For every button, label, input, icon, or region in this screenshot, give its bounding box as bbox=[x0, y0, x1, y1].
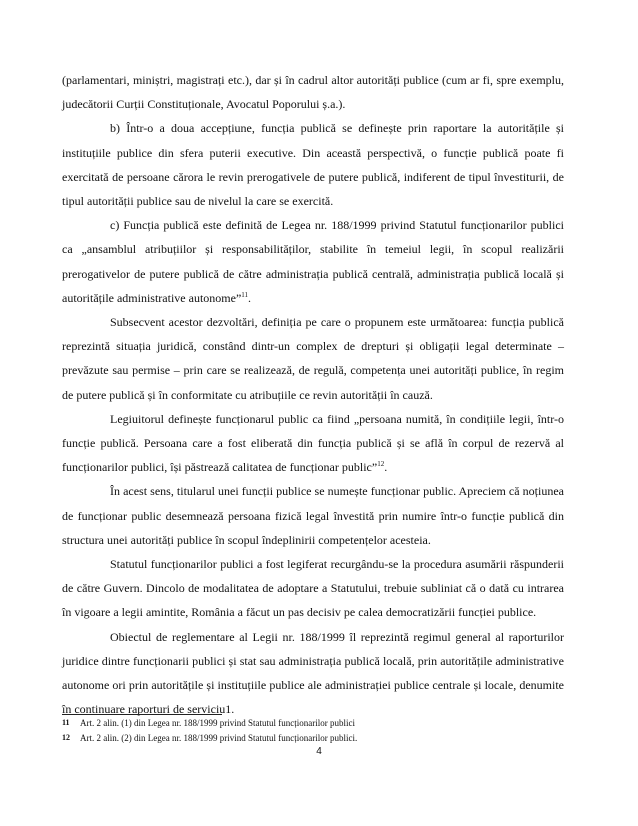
footnote-number: 11 bbox=[62, 718, 70, 727]
paragraph: b) Într-o a doua accepțiune, funcția publică se definește prin raportare la autoritățile și instituțiile publice din sfera puterii executive. Din această perspectivă, o funcție publică poate fi exercitată de persoane cărora le revin prerogativele de putere publică, indiferent de tipul învestiturii, de tipul autorității publice sau de nivelul la care se exercită. bbox=[62, 121, 564, 209]
footnote-ref[interactable]: 11 bbox=[241, 290, 249, 299]
paragraph: În acest sens, titularul unei funcții publice se numește funcționar public. Apreciem că noțiunea de funcționar public desemnează persoana fizică legal învestită prin numire într-o funcție publică din structura unei autorități publice în scopul îndeplinirii competențelor acesteia. bbox=[62, 484, 564, 547]
footnote-number: 12 bbox=[62, 732, 70, 742]
paragraph: Legiuitorul definește funcționarul public ca fiind „persoana numită, în condițiile legii, într-o funcție publică. Persoana care a fost eliberată din funcția publică și se află în corpul de rezervă al funcționarilor publici, își păstrează calitatea de funcționar public”$^{12}$. bbox=[62, 411, 564, 475]
paragraph: Obiectul de reglementare al Legii nr. 188/1999 îl reprezintă regimul general al raporturilor juridice dintre funcționarii publici și stat sau administrația publică locală, prin autoritățile administrative autonome ori prin autoritățile și instituțiile publice ale administrației publice centrale și locale, denumite în continuare raporturi de serviciu1. bbox=[62, 629, 564, 717]
paragraph: Statutul funcționarilor publici a fost legiferat recurgându-se la procedura asumării răspunderii de către Guvern. Dincolo de modalitatea de adoptare a Statutului, trebuie subliniat că o dată cu intrarea în vigoare a legii amintite, România a făcut un pas decisiv pe calea democratizării funcției publice. bbox=[62, 557, 564, 620]
paragraph: (parlamentari, miniștri, magistrați etc.), dar și în cadrul altor autorități publice (cum ar fi, spre exemplu, judecătorii Curții Constituționale, Avocatul Poporului ș.a.). bbox=[62, 73, 564, 112]
footnote-text: Art. 2 alin. (1) din Legea nr. 188/1999 privind Statutul funcționarilor publici bbox=[80, 718, 355, 728]
footnotes bbox=[62, 716, 564, 745]
body-text bbox=[62, 68, 564, 721]
footnote bbox=[62, 716, 564, 731]
footnote bbox=[62, 731, 564, 746]
footnote-separator bbox=[62, 714, 222, 715]
footnote-text: Art. 2 alin. (2) din Legea nr. 188/1999 privind Statutul funcționarilor publici. bbox=[80, 732, 358, 743]
paragraph: Subsecvent acestor dezvoltări, definiția pe care o propunem este următoarea: funcția publică reprezintă situația juridică, constând dintr-un complex de drepturi și obligații legal determinate – prevăzute sau permise – prin care se realizează, de regulă, competența unei autorități publice, în regim de putere publică și în conformitate cu atribuțiile ce revin autorității în cauză. bbox=[62, 315, 564, 402]
footnote-ref[interactable]: 12 bbox=[377, 460, 385, 469]
paragraph: c) Funcția publică este definită de Legea nr. 188/1999 privind Statutul funcționarilor publici ca „ansamblul atribuțiilor și responsabilităților, stabilite în temeiul legii, în scopul realizării prerogativelor de putere publică de către administrația publică centrală, administrația publică locală și autoritățile administrative autonome”$^{11}$. bbox=[62, 218, 564, 305]
page-number: 4 bbox=[316, 746, 322, 757]
